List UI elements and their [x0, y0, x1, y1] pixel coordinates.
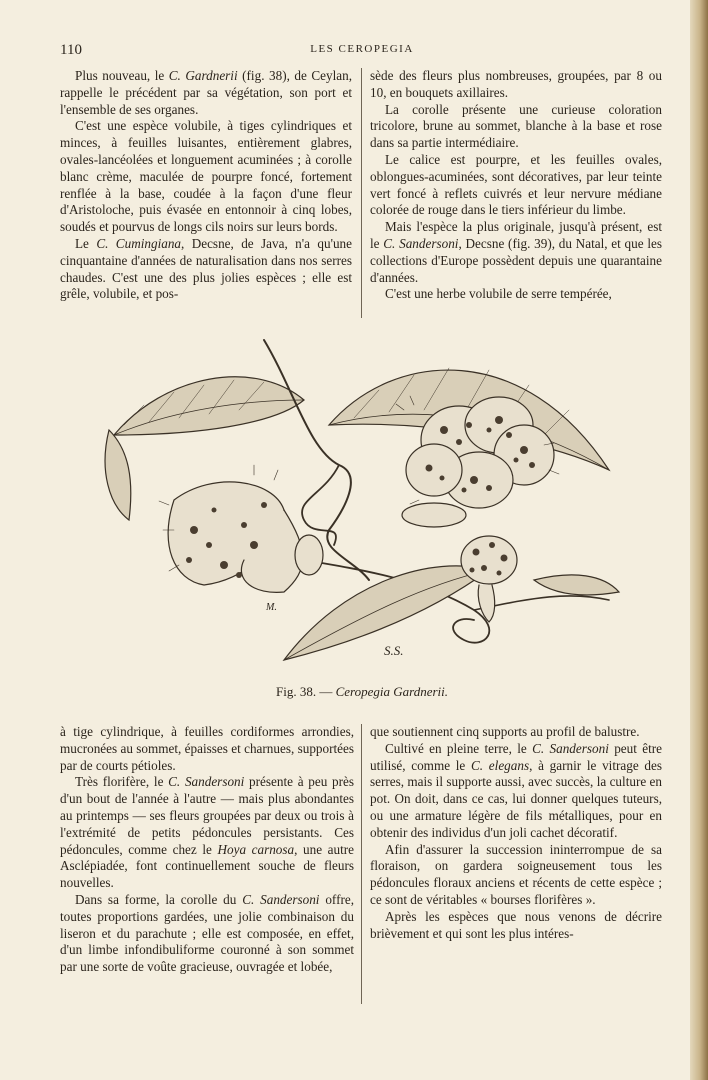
book-spine-edge [690, 0, 708, 1080]
flower-bud-left [295, 535, 323, 575]
twining-stem [302, 465, 339, 545]
ceropegia-drawing [104, 330, 624, 675]
paragraph-text: , Decsne, de Java, n'a qu'une cinquantaine d'années de naturalisation dans nos serres chaudes. C'est une des plus jolies espèces ; elle est grêle, volubile, et pos- [60, 235, 352, 302]
paragraph-text: Le calice est pourpre, et les feuilles ovales, oblongues-acuminées, sont décoratives, par leur teinte vert foncé à reflets cuivrés et leur nervure médiane colorée de rouge dans le tiers inférieur du limbe. [370, 151, 662, 218]
paragraph [370, 68, 662, 102]
paragraph [370, 102, 662, 152]
column-divider-top [361, 68, 362, 318]
paragraph [60, 774, 354, 892]
paragraph-text: offre, toutes proportions gardées, une jolie combinaison du liseron et du parachute ; elle est composée, en effet, d'un limbe infondibuliforme couronné à son sommet par une sorte de voûte gracieuse, ouvragée et lobée, [60, 891, 354, 975]
paragraph [370, 724, 662, 741]
running-title: LES CEROPEGIA [310, 43, 414, 55]
paragraph [370, 909, 662, 943]
paragraph-text: que soutiennent cinq supports au profil de balustre. [370, 724, 640, 739]
botanical-illustration [104, 330, 624, 675]
column-bottom-right [370, 724, 662, 942]
paragraph-text: Afin d'assurer la succession ininterrompue de sa floraison, on gardera soigneusement tous les pédoncules floraux anciens et récents de cette espèce ; ce sont de véritables « bourses florifères ». [370, 841, 662, 907]
paragraph-text: C'est une herbe volubile de serre tempérée, [385, 286, 612, 302]
paragraph-text: Après les espèces que nous venons de décrire brièvement et qui sont les plus intéres- [370, 908, 662, 941]
paragraph-text: , Decsne (fig. 39), du Natal, et que les collections d'Europe possèdent depuis une quarantaine d'années. [370, 235, 662, 285]
paragraph [370, 152, 662, 219]
species-name: C. Cumingiana [96, 235, 182, 251]
column-top-right [370, 68, 662, 303]
leaf-left-drooping [105, 430, 131, 520]
paragraph [60, 68, 352, 118]
paragraph-text: Plus nouveau, le [75, 68, 169, 83]
paragraph-text: , à garnir le vitrage des serres, mais il supporte aussi, avec succès, la culture en pot. On doit, dans ce cas, lui donner quelques tuteurs, ou une armature légère de fils métalliques, pour en obtenir des individus d'un joli cachet décoratif. [370, 757, 662, 840]
paragraph-text: (fig. 38), de Ceylan, rappelle le précédent par sa végétation, son port et l'ensemble de ses organes. [60, 68, 353, 117]
column-bottom-left [60, 724, 354, 976]
artist-initial-right: S.S. [384, 643, 404, 658]
species-name: C. Gardnerii [168, 68, 238, 83]
column-divider-bottom [361, 724, 362, 1004]
species-name: C. Sandersoni [168, 774, 245, 790]
page-number: 110 [60, 42, 82, 58]
paragraph-text: La corolle présente une curieuse coloration tricolore, brune au sommet, blanche à la base et rose dans sa partie intermédiaire. [370, 101, 662, 151]
paragraph [370, 842, 662, 909]
caption-prefix: Fig. 38. — [275, 684, 336, 699]
figure-caption [60, 684, 664, 700]
column-top-left [60, 68, 352, 303]
paragraph-text: Très florifère, le [75, 774, 169, 790]
paragraph-text: , une autre Asclépiadée, font continuellement souche de fleurs nouvelles. [60, 841, 354, 891]
artist-initial-left: M. [266, 602, 277, 613]
leaf-far-right [534, 575, 619, 595]
paragraph [60, 118, 352, 236]
species-name: C. Sandersoni [532, 740, 609, 756]
species-name: Hoya carnosa [217, 841, 295, 857]
paragraph-text: Le [75, 235, 97, 251]
spotted-bud [461, 536, 517, 584]
species-name: C. elegans [471, 757, 530, 773]
paragraph-text: à tige cylindrique, à feuilles cordiformes arrondies, mucronées au sommet, épaisses et charnues, supportées par de courts pétioles. [60, 724, 354, 773]
leaf-upper-left [114, 377, 304, 435]
flower-open-left [168, 482, 303, 592]
paragraph-text: sède des fleurs plus nombreuses, groupées, par 8 ou 10, en bouquets axillaires. [370, 68, 662, 100]
paragraph-text: présente à peu près d'un bout de l'année à l'autre — mais plus abondantes au printemps — ses fleurs groupées par deux ou trois à l'extrémité de petits pédoncules persistants. Ces pédoncules, comme chez le [60, 774, 354, 857]
paragraph-text: peut être utilisé, comme le [370, 740, 662, 773]
species-name: C. Sandersoni [383, 235, 459, 251]
paragraph-text: Cultivé en pleine terre, le [385, 740, 533, 756]
paragraph-text: Mais l'espèce la plus originale, jusqu'à présent, est le [370, 219, 662, 251]
page-header [60, 42, 664, 62]
species-name: C. Sandersoni [242, 891, 320, 907]
paragraph [60, 236, 352, 303]
paragraph [370, 741, 662, 842]
paragraph-text: C'est une espèce volubile, à tiges cylindriques et minces, à feuilles luisantes, entièrement glabres, ovales-lancéolées et longuement acuminées ; à corolle blanc crème, maculée de pourpre foncé, fortement renflée à la base, coudée à la façon d'une fleur d'Aristoloche, puis évasée en entonnoir à cinq lobes, soudés et pourvus de longs cils noirs sur leurs bords. [60, 118, 352, 235]
paragraph [370, 219, 662, 286]
paragraph [60, 892, 354, 976]
paragraph [370, 286, 662, 303]
caption-title: Ceropegia Gardnerii. [335, 684, 448, 699]
paragraph-text: Dans sa forme, la corolle du [75, 891, 243, 907]
flower-bud-right [402, 503, 466, 527]
paragraph [60, 724, 354, 774]
